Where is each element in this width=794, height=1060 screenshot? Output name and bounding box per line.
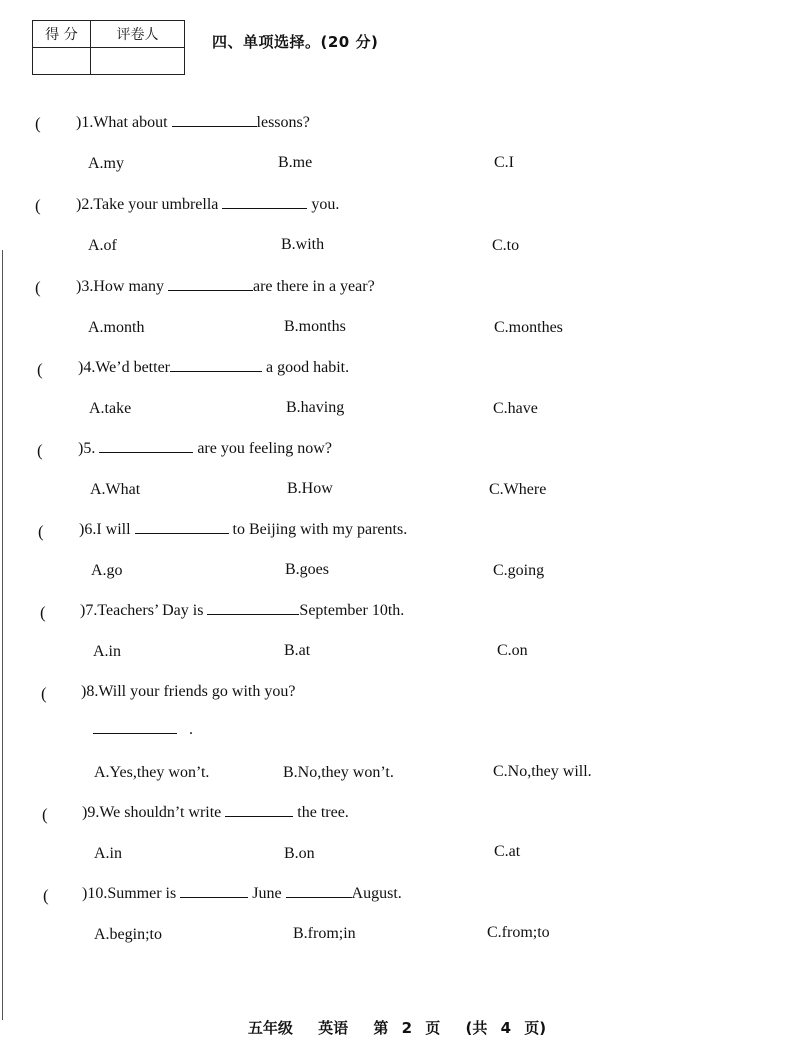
fill-blank[interactable] xyxy=(168,278,253,291)
question-6 xyxy=(79,521,407,539)
question-number: )1. xyxy=(76,114,94,131)
page-edge-line xyxy=(2,250,3,1020)
option-a[interactable]: A.month xyxy=(88,319,145,336)
section-title: 四、单项选择。(20 分) xyxy=(212,33,379,51)
question-4 xyxy=(78,359,349,377)
score-cell[interactable] xyxy=(33,48,91,75)
option-a[interactable]: A.Yes,they won’t. xyxy=(94,764,210,781)
question-text-after: the tree. xyxy=(293,804,349,821)
question-text-after: lessons? xyxy=(256,114,310,131)
option-a[interactable]: A.in xyxy=(94,845,122,862)
question-text-before: Take your umbrella xyxy=(93,196,223,213)
question-text-before: Summer is xyxy=(107,885,181,902)
question-number: )4. xyxy=(78,359,96,376)
option-a[interactable]: A.What xyxy=(90,481,141,498)
fill-blank[interactable] xyxy=(170,359,262,372)
answer-line xyxy=(93,721,193,739)
question-text-after: September 10th. xyxy=(299,602,405,619)
question-text-before: How many xyxy=(93,278,168,295)
question-text-after: a good habit. xyxy=(262,359,350,376)
option-b[interactable]: B.months xyxy=(284,318,346,335)
question-text-before: What about xyxy=(93,114,172,131)
question-text-before: I will xyxy=(96,521,135,538)
option-b[interactable]: B.with xyxy=(281,236,325,253)
option-c[interactable]: C.monthes xyxy=(494,319,563,336)
score-table xyxy=(32,20,185,75)
question-text-after: you. xyxy=(307,196,340,213)
option-b[interactable]: B.at xyxy=(284,642,311,659)
page-footer xyxy=(0,1017,794,1038)
option-b[interactable]: B.having xyxy=(286,399,345,416)
question-text-after: August. xyxy=(351,885,402,902)
question-8 xyxy=(81,683,295,701)
question-5 xyxy=(78,440,332,458)
question-10 xyxy=(82,885,402,903)
question-number: )9. xyxy=(82,804,100,821)
option-a[interactable]: A.begin;to xyxy=(94,926,162,943)
score-label: 得 分 xyxy=(33,21,91,48)
fill-blank[interactable] xyxy=(225,804,293,817)
question-number: )3. xyxy=(76,278,94,295)
fill-blank[interactable] xyxy=(99,440,193,453)
question-3 xyxy=(76,278,375,296)
footer-total: (共 4 页) xyxy=(465,1019,547,1037)
answer-paren-3[interactable]: ( xyxy=(35,278,41,297)
option-b[interactable]: B.How xyxy=(287,480,333,497)
option-c[interactable]: C.I xyxy=(494,154,514,171)
answer-paren-5[interactable]: ( xyxy=(37,441,43,460)
footer-subject: 英语 xyxy=(318,1019,349,1037)
fill-blank[interactable] xyxy=(222,196,307,209)
option-a[interactable]: A.my xyxy=(88,155,124,172)
option-c[interactable]: C.on xyxy=(497,642,528,659)
option-c[interactable]: C.No,they will. xyxy=(493,763,592,780)
answer-paren-8[interactable]: ( xyxy=(41,684,47,703)
option-c[interactable]: C.at xyxy=(494,843,521,860)
question-text-after: to Beijing with my parents. xyxy=(228,521,408,538)
option-c[interactable]: C.from;to xyxy=(487,924,550,941)
answer-paren-7[interactable]: ( xyxy=(40,603,46,622)
option-b[interactable]: B.from;in xyxy=(293,925,356,942)
option-a[interactable]: A.of xyxy=(88,237,117,254)
question-text-before: Teachers’ Day is xyxy=(97,602,208,619)
fill-blank[interactable] xyxy=(180,885,248,898)
option-c[interactable]: C.Where xyxy=(489,481,547,498)
question-number: )8. xyxy=(81,683,99,700)
option-a[interactable]: A.in xyxy=(93,643,121,660)
option-b[interactable]: B.goes xyxy=(285,561,329,578)
footer-page: 第 2 页 xyxy=(373,1019,441,1037)
fill-blank[interactable] xyxy=(207,602,299,615)
question-text-before: Will your friends go with you? xyxy=(98,683,296,700)
question-number: )10. xyxy=(82,885,108,902)
footer-grade: 五年级 xyxy=(247,1019,293,1037)
fill-blank[interactable] xyxy=(286,885,352,898)
fill-blank[interactable] xyxy=(135,521,229,534)
option-a[interactable]: A.go xyxy=(91,562,123,579)
fill-blank[interactable] xyxy=(172,114,257,127)
question-text-before: We shouldn’t write xyxy=(99,804,226,821)
question-text-middle: June xyxy=(248,885,286,902)
question-number: )5. xyxy=(78,440,96,457)
answer-paren-9[interactable]: ( xyxy=(42,805,48,824)
fill-blank[interactable] xyxy=(93,721,177,734)
question-number: )7. xyxy=(80,602,98,619)
answer-paren-6[interactable]: ( xyxy=(38,522,44,541)
question-2 xyxy=(76,196,339,214)
grader-label: 评卷人 xyxy=(91,21,185,48)
question-text-before: We’d better xyxy=(95,359,170,376)
option-c[interactable]: C.have xyxy=(493,400,538,417)
question-1 xyxy=(76,114,310,132)
question-9 xyxy=(82,804,349,822)
question-text-after: are there in a year? xyxy=(252,278,375,295)
grader-cell[interactable] xyxy=(91,48,185,75)
answer-paren-4[interactable]: ( xyxy=(37,360,43,379)
option-a[interactable]: A.take xyxy=(89,400,132,417)
question-number: )6. xyxy=(79,521,97,538)
option-c[interactable]: C.to xyxy=(492,237,520,254)
answer-paren-10[interactable]: ( xyxy=(43,886,49,905)
option-b[interactable]: B.No,they won’t. xyxy=(283,764,394,781)
answer-dot: . xyxy=(189,721,193,738)
answer-paren-2[interactable]: ( xyxy=(35,196,41,215)
option-c[interactable]: C.going xyxy=(493,562,545,579)
option-b[interactable]: B.on xyxy=(284,845,315,862)
answer-paren-1[interactable]: ( xyxy=(35,114,41,133)
question-text-after: are you feeling now? xyxy=(193,440,332,457)
question-number: )2. xyxy=(76,196,94,213)
question-7 xyxy=(80,602,404,620)
option-b[interactable]: B.me xyxy=(278,154,313,171)
